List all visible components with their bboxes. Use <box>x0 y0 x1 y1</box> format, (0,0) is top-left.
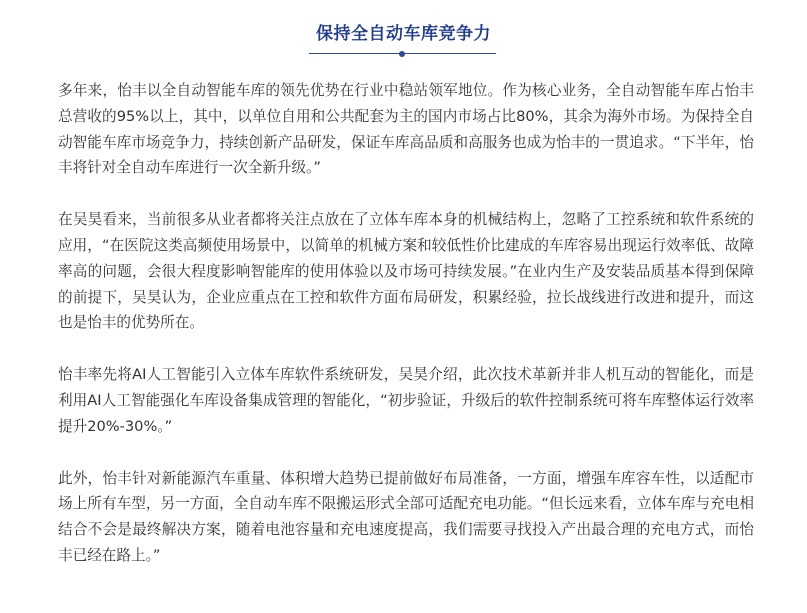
title-block <box>0 21 807 47</box>
paragraph-2: 在吴昊看来，当前很多从业者都将关注点放在了立体车库本身的机械结构上，忽略了工控系统和软件系统的应用，“在医院这类高频使用场景中，以简单的机械方案和较低性价比建成的车库容易出现运行效率低、故障率高的问题，会很大程度影响智能库的使用体验以及市场可持续发展。”在业内生产及安装品质基本得到保障的前提下，吴昊认为，企业应重点在工控和软件方面布局研发，积累经验，拉长战线进行改进和提升，而这也是怡丰的优势所在。 <box>58 211 754 332</box>
underline-dot <box>399 51 405 57</box>
article-body <box>58 78 754 595</box>
paragraph-1: 多年来，怡丰以全自动智能车库的领先优势在行业中稳站领军地位。作为核心业务，全自动智能车库占怡丰总营收的95%以上，其中，以单位自用和公共配套为主的国内市场占比80%，其余为海外市场。为保持全自动智能车库市场竞争力，持续创新产品研发，保证车库高品质和高服务也成为怡丰的一贯追求。“下半年，怡丰将针对全自动车库进行一次全新升级。” <box>58 82 754 177</box>
title-underline <box>309 53 496 54</box>
paragraph-3: 怡丰率先将AI人工智能引入立体车库软件系统研发，吴昊介绍，此次技术革新并非人机互动的智能化，而是利用AI人工智能强化车库设备集成管理的智能化，“初步验证，升级后的软件控制系统可将车库整体运行效率提升20%-30%。” <box>58 366 754 435</box>
section-title: 保持全自动车库竞争力 <box>316 24 491 44</box>
paragraph-4: 此外，怡丰针对新能源汽车重量、体积增大趋势已提前做好布局准备，一方面，增强车库容车性，以适配市场上所有车型，另一方面，全自动车库不限搬运形式全部可适配充电功能。“但长远来看，立体车库与充电相结合不会是最终解决方案，随着电池容量和充电速度提高，我们需要寻找投入产出最合理的充电方式，而怡丰已经在路上。” <box>58 469 754 564</box>
